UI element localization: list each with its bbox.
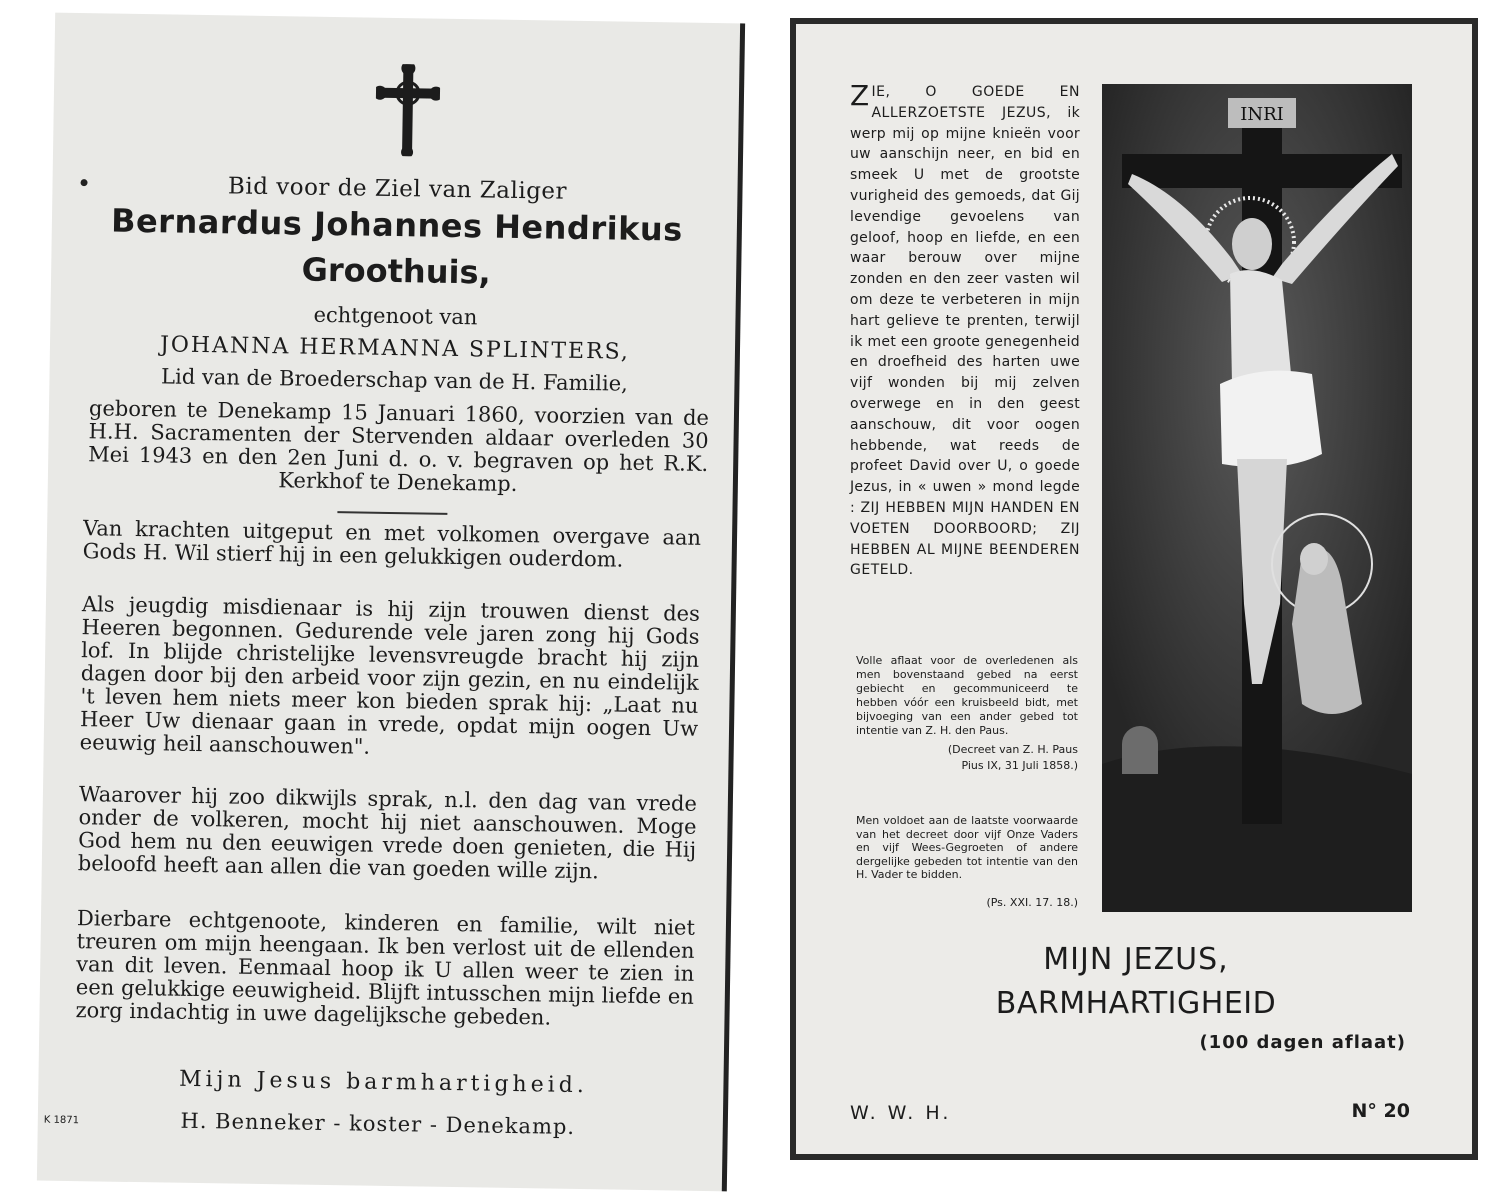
printer-line: H. Benneker - koster - Denekamp. xyxy=(180,1108,576,1139)
card-title-line2: BARMHARTIGHEID xyxy=(995,986,1277,1021)
inri-sign: INRI xyxy=(1240,104,1284,125)
spouse-name: JOHANNA HERMANNA SPLINTERS, xyxy=(159,332,631,365)
decree-line-2: Pius IX, 31 Juli 1858.) xyxy=(961,759,1078,772)
paragraph-3: Waarover hij zoo dikwijls sprak, n.l. den dag van vrede onder de volkeren, mocht hij niet aanschouwen. Moge God hem nu den eeuwigen vrede doen genieten, die Hij beloofd heeft aan allen die van goeden wille zijn. xyxy=(77,782,698,884)
birth-death-details: geboren te Denekamp 15 Januari 1860, voorzien van de H.H. Sacramenten der Stervenden aldaar overleden 30 Mei 1943 en den 2en Juni d. o. v. begraven op het R.K. Kerkhof te Denekamp. xyxy=(88,396,710,496)
deceased-name-line1: Bernardus Johannes Hendrikus xyxy=(110,201,684,249)
psalm-reference: (Ps. XXI. 17. 18.) xyxy=(986,896,1078,909)
closing-prayer: Mijn Jesus barmhartigheid. xyxy=(178,1066,589,1099)
card-number: N° 20 xyxy=(1351,1100,1410,1122)
prayer-body: ik werp mij op mijne knieën voor uw aanschijn neer, en bid en smeek U met de grootste vurigheid des gemoeds, dat Gij levendige gevoelens van geloof, hoop en liefde, en een waar berouw over mijne zonden en den zeer vasten wil om deze te verbeteren in mijn hart gelieve te prenten, terwijl ik met een groote genegenheid en droefheid des harten uwe vijf wonden bij mij zelven overwege en in den geest aanschouw, dit voor oogen hebbende, wat reeds de profeet David over U, o goede Jezus, in « uwen » mond legde : xyxy=(850,104,1080,516)
memorial-card-back xyxy=(790,18,1478,1160)
paragraph-4: Dierbare echtgenoote, kinderen en familie, wilt niet treuren om mijn heengaan. Ik ben verlost uit de ellenden van dit leven. Eenmaal hoop ik U allen weer te zien in een gelukkige eeuwigheid. Blijft intusschen mijn liefde en zorg indachtig in uwe dagelijksche gebeden. xyxy=(75,906,696,1030)
ink-dot xyxy=(80,179,87,186)
condition-note: Men voldoet aan de laatste voorwaarde van het decreet door vijf Onze Vaders en vijf Wees-Gegroeten of andere dergelijke gebeden tot intentie van den H. Vader te bidden. xyxy=(856,814,1078,882)
divider xyxy=(337,511,447,515)
deceased-name-line2: Groothuis, xyxy=(301,250,492,292)
card-title-line1: MIJN JEZUS, xyxy=(1043,942,1229,977)
prayer-quote: ZIJ HEBBEN MIJN HANDEN EN VOETEN DOORBOORD; ZIJ HEBBEN AL MIJNE BEENDEREN GETELD. xyxy=(850,499,1080,579)
echtgenoot-label: echtgenoot van xyxy=(313,302,478,330)
prayer-text xyxy=(850,79,1080,581)
brotherhood-line: Lid van de Broederschap van de H. Familie, xyxy=(160,364,628,396)
decree-line-1: (Decreet van Z. H. Paus xyxy=(947,743,1078,756)
print-code: K 1871 xyxy=(43,1114,80,1127)
decree-reference xyxy=(878,742,1078,774)
publisher-initials: W. W. H. xyxy=(850,1102,952,1124)
paragraph-2: Als jeugdig misdienaar is hij zijn trouwen dienst des Heeren begonnen. Gedurende vele jaren zong hij Gods lof. In blijde christelijke levensvreugde bracht hij zijn dagen door bij den arbeid voor zijn gezin, en nu eindelijk 't leven hem niets meer kon bieden sprak hij: „Laat nu Heer Uw dienaar gaan in vrede, opdat mijn oogen Uw eeuwig heil aanschouwen". xyxy=(79,592,701,759)
prayer-opening: IE, O GOEDE EN ALLERZOETSTE JEZUS, xyxy=(871,84,1080,121)
crucifixion-image xyxy=(1102,84,1412,912)
latin-cross-icon xyxy=(375,64,440,157)
prayer-dropcap: Z xyxy=(850,79,870,112)
paragraph-1: Van krachten uitgeput en met volkomen overgave aan Gods H. Wil stierf hij in een gelukkigen ouderdom. xyxy=(82,516,702,572)
indulgence-note: Volle aflaat voor de overledenen als men bovenstaand gebed na eerst gebiecht en gecommuniceerd te hebben vóór een kruisbeeld bidt, met bijvoeging van een ander gebed tot intentie van Z. H. den Paus. xyxy=(856,654,1078,737)
crucifixion-illustration xyxy=(1102,84,1412,912)
memorial-card-front xyxy=(37,13,745,1192)
bid-voor-heading: Bid voor de Ziel van Zaliger xyxy=(227,173,568,205)
card-subtitle: (100 dagen aflaat) xyxy=(1199,1032,1406,1053)
